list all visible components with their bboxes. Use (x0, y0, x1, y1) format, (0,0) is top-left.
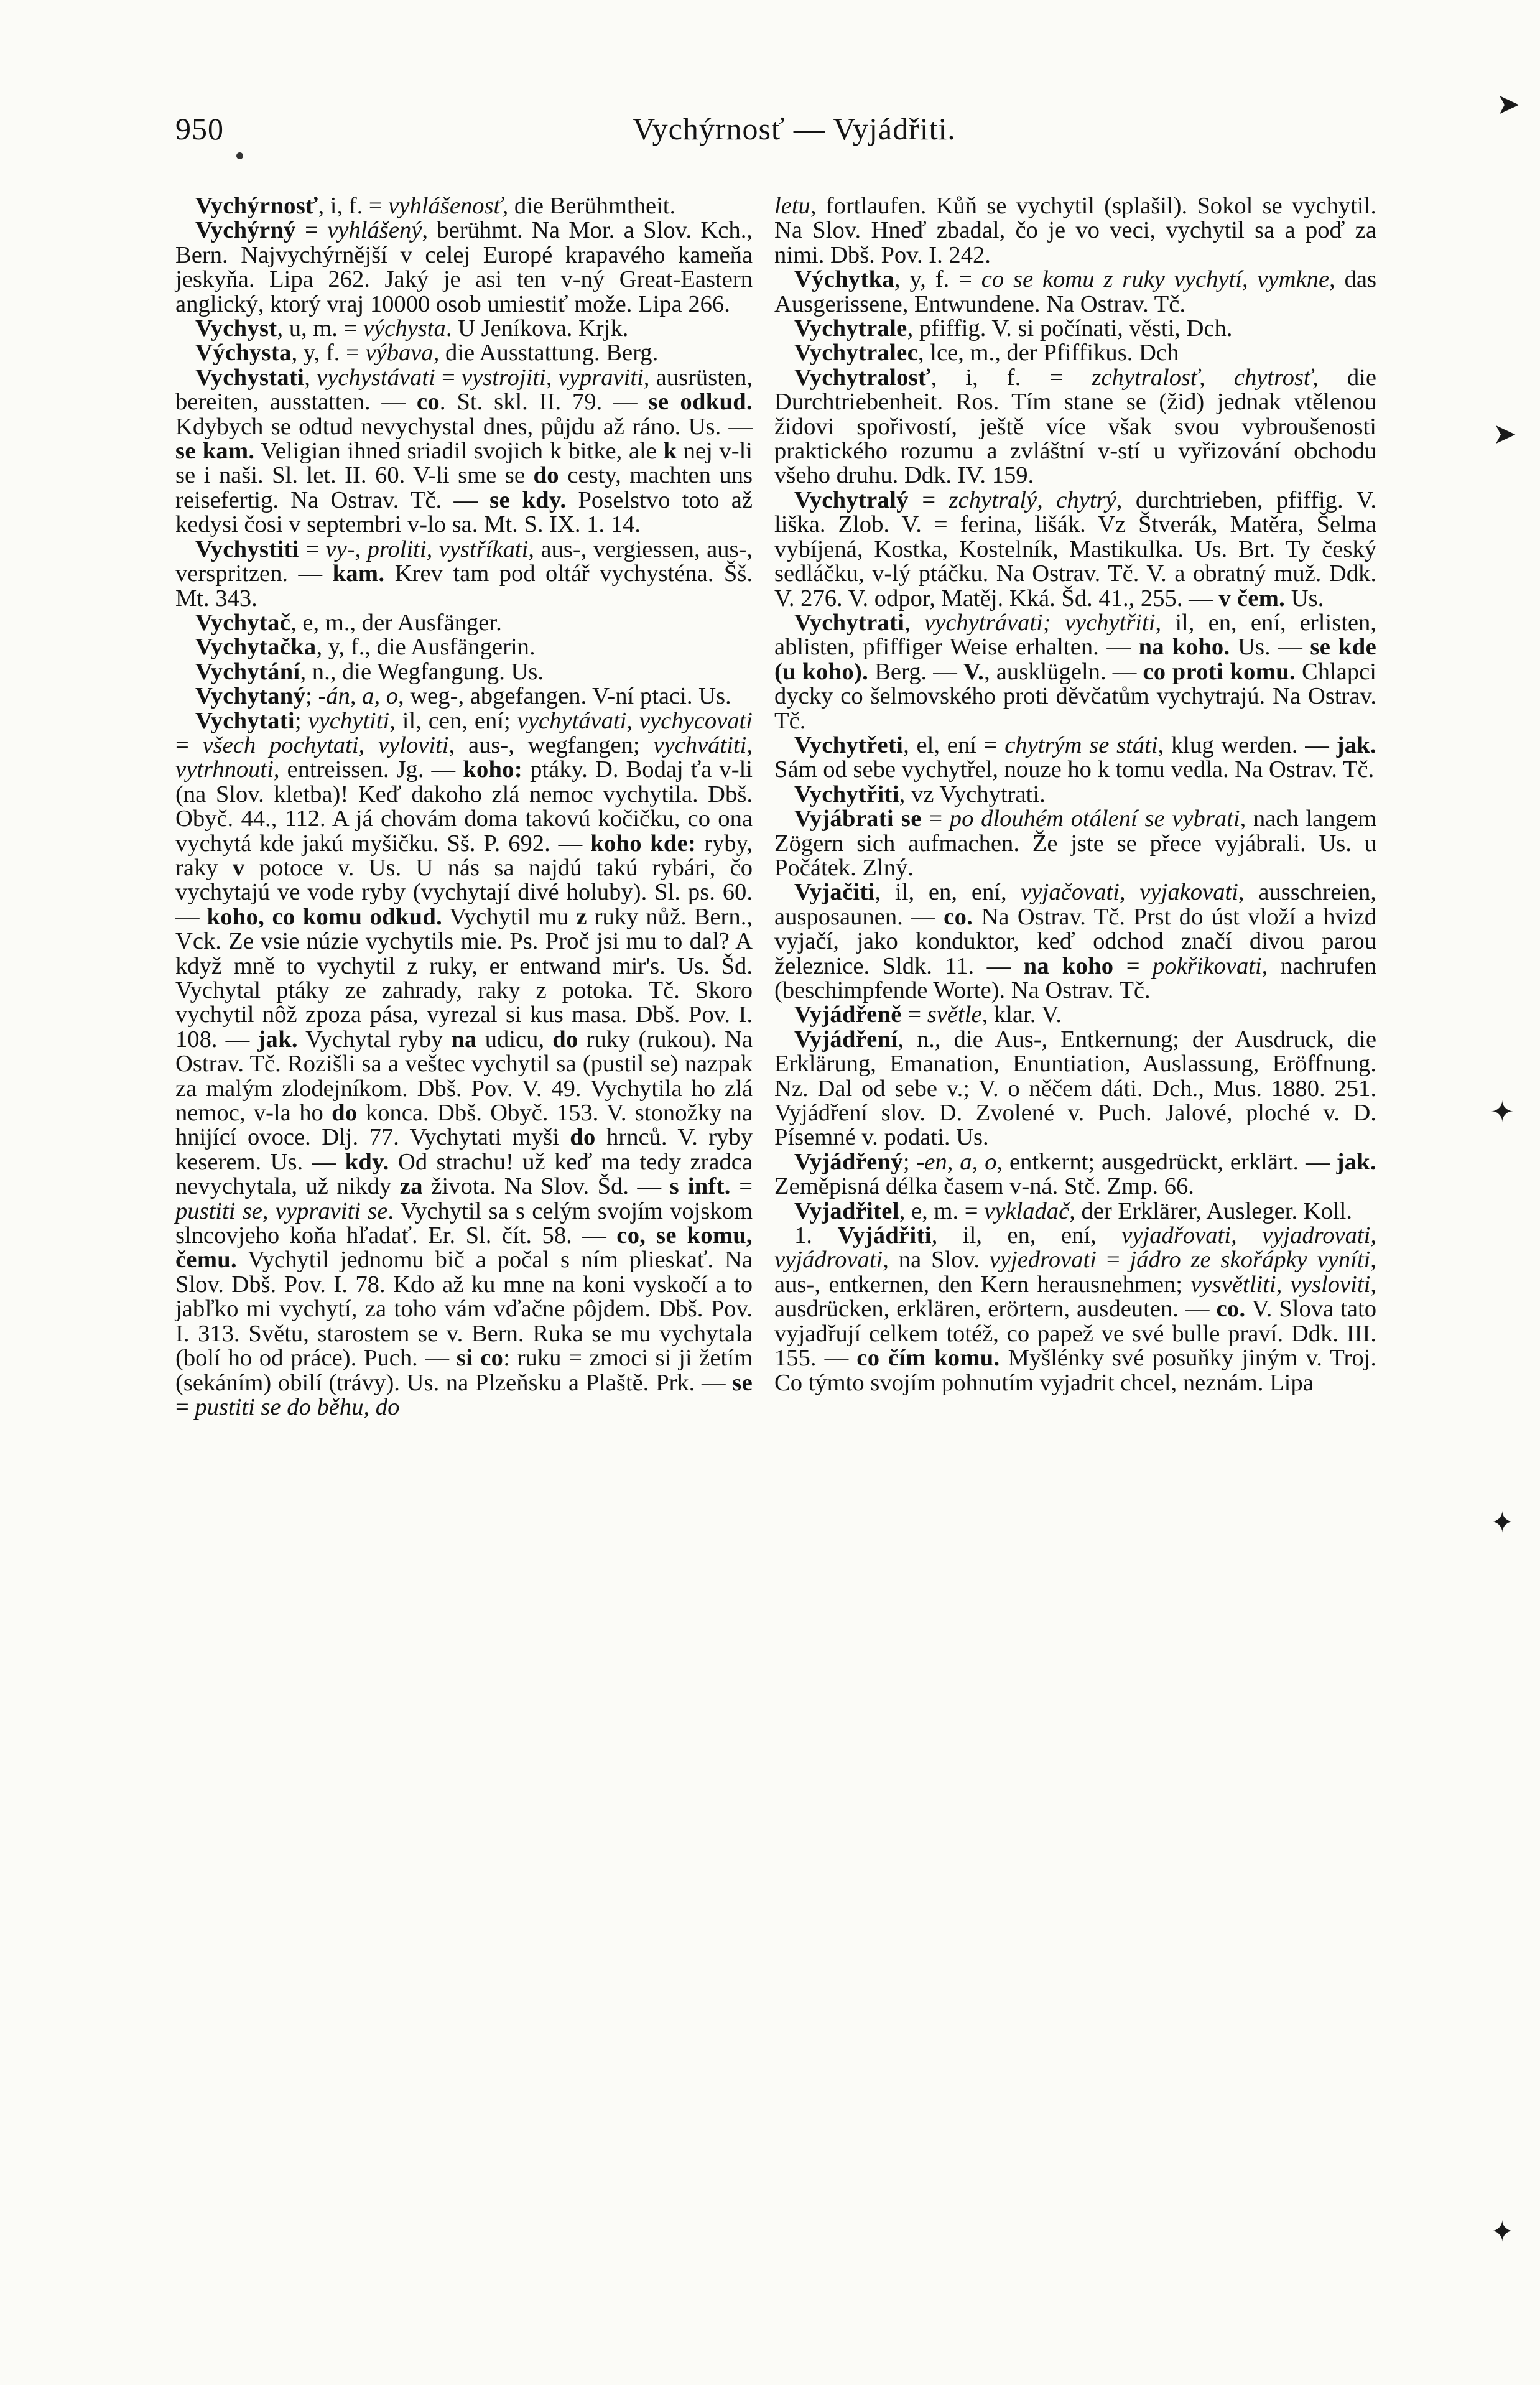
dictionary-entry: Vyjačiti, il, en, ení, vyjačovati, vyjakovati, ausschreien, ausposaunen. — co. Na Ostrav. Tč. Prst do úst vloží a hvizd vyjačí, jako konduktor, keď odchod značí divou parou železnice. Sldk. 11. — na koho = pokřikovati, nachrufen (beschimpfende Worte). Na Ostrav. Tč. (774, 879, 1376, 1003)
dictionary-entry: Vyjábrati se = po dlouhém otálení se vybrati, nach langem Zögern sich aufmachen. Že jste se přece vyjábrali. Us. u Počátek. Zlný. (774, 806, 1377, 881)
dictionary-entry: Vychytačka, y, f., die Ausfängerin. (195, 634, 536, 661)
dictionary-entry: Vyjádřeně = světle, klar. V. (794, 1002, 1062, 1028)
dictionary-entry: letu, fortlaufen. Kůň se vychytil (splašil). Sokol se vychytil. Na Slov. Hneď zbadal, čo je vo veci, vychytil sa a poď za nimi. Dbš. Pov. I. 242. (774, 193, 1376, 268)
dictionary-entry: Vychytaný; -án, a, o, weg-, abgefangen. V-ní ptaci. Us. (195, 683, 731, 710)
dictionary-entry: Vychytralosť, i, f. = zchytralosť, chytrosť, die Durchtriebenheit. Ros. Tím stane se (žid) jednak vtělenou židovi spořivostí, ještě více však svou vybroušenosti praktického rozumu a zvláštní v-stí u vyřizování obchodu všeho druhu. Ddk. IV. 159. (774, 364, 1376, 489)
dictionary-entry: Vychytralý = zchytralý, chytrý, durchtrieben, pfiffig. V. liška. Zlob. V. = ferina, lišák. Vz Štverák, Matěra, Šelma vybíjená, Kostka, Kostelník, Mastikulka. Us. Brt. Ty český sedláčku, v-lý ptáčku. Na Ostrav. Tč. V. a obratný muž. Ddk. V. 276. V. odpor, Matěj. Kká. Šd. 41., 255. — v čem. Us. (774, 486, 1377, 611)
dictionary-entry: Vychytrati, vychytrávati; vychytřiti, il, en, ení, erlisten, ablisten, pfiffiger Weise erhalten. — na koho. Us. — se kde (u koho). Berg. — V., ausklügeln. — co proti komu. Chlapci dycky co šelmovského proti děvčatům vychytrajú. Na Ostrav. Tč. (774, 609, 1376, 734)
dictionary-entry: Vyjádřený; -en, a, o, entkernt; ausgedrückt, erklärt. — jak. Zeměpisná délka časem v-ná. Stč. Zmp. 66. (774, 1148, 1376, 1200)
margin-arrow-icon: ➤ (1496, 87, 1521, 121)
printer-dot (236, 152, 243, 159)
dictionary-entry: Vychýrný = vyhlášený, berühmt. Na Mor. a Slov. Kch., Bern. Najvychýrnější v celej Europé krapavého kameňa jeskyňa. Lipa 262. Jaký je asi ten v-ný Great-Eastern anglický, ktorý vraj 10000 osob umiestiť može. Lipa 266. (175, 217, 753, 317)
right-column (774, 194, 1376, 1395)
dictionary-entry: Vychytralec, lce, m., der Pfiffikus. Dch (794, 340, 1179, 366)
margin-arrow-icon: ➤ (1493, 417, 1517, 450)
dictionary-entry: Vychyst, u, m. = výchysta. U Jeníkova. Krjk. (195, 315, 629, 342)
dictionary-entry: Vychystati, vychystávati = vystrojiti, vypraviti, ausrüsten, bereiten, ausstatten. — co. St. skl. II. 79. — se odkud. Kdybych se odtud nevychystal dnes, půjdu až ráno. Us. — se kam. Veligian ihned sriadil svojich k bitke, ale k nej v-li se i naši. Sl. let. II. 60. V-li sme se do cesty, machten uns reisefertig. Na Ostrav. Tč. — se kdy. Poselstvo toto až kedysi čosi v septembri v-lo sa. Mt. S. IX. 1. 14. (175, 364, 753, 538)
left-column (175, 194, 753, 1420)
dictionary-entry: Vychytání, n., die Wegfangung. Us. (195, 658, 544, 685)
dictionary-entry: 1. Vyjádřiti, il, en, ení, vyjadřovati, vyjadrovati, vyjádrovati, na Slov. vyjedrovati = jádro ze skořápky vyníti, aus-, entkernen, den Kern herausnehmen; vysvětliti, vysloviti, ausdrücken, erklären, erörtern, ausdeuten. — co. V. Slova tato vyjadřují celkem totéž, co papež ve své bulle praví. Ddk. III. 155. — co čím komu. Myšlénky své posuňky jiným v. Troj. Co týmto svojím pohnutím vyjadrit chcel, neznám. Lipa (774, 1222, 1377, 1396)
margin-arrow-icon: ✦ (1490, 1095, 1514, 1128)
dictionary-entry: Vyjadřitel, e, m. = vykladač, der Erklärer, Ausleger. Koll. (794, 1197, 1353, 1224)
page-header (175, 111, 1413, 154)
dictionary-entry: Vychytřeti, el, ení = chytrým se státi, klug werden. — jak. Sám od sebe vychytřel, nouze ho k tomu vedla. Na Ostrav. Tč. (774, 732, 1376, 783)
running-title: Vychýrnosť — Vyjádřiti. (633, 111, 956, 146)
dictionary-entry: Vychytač, e, m., der Ausfänger. (195, 609, 502, 636)
dictionary-entry: Vychytřiti, vz Vychytrati. (794, 781, 1046, 807)
dictionary-entry: Vychýrnosť, i, f. = vyhlášenosť, die Berühmtheit. (195, 193, 676, 219)
page-number: 950 (175, 111, 224, 146)
dictionary-entry: Vychytati; vychytiti, il, cen, ení; vychytávati, vychycovati = všech pochytati, vyloviti, aus-, wegfangen; vychvátiti, vytrhnouti, entreissen. Jg. — koho: ptáky. D. Bodaj ťa v-li (na Slov. kletba)! Keď dakoho zlá nemoc vychytila. Dbš. Obyč. 44., 112. A já chovám doma takovú kočičku, co ona vychytá kde jakú myšičku. Sš. P. 692. — koho kde: ryby, raky v potoce v. Us. U nás sa najdú takú rybári, čo vychytajú ve vode ryby (vychytají divé holuby). Sl. ps. 60. — koho, co komu odkud. Vychytil mu z ruky nůž. Bern., Vck. Ze vsie núzie vychytils mie. Ps. Proč jsi mu to dal? A když mně to vychytil z ruky, er entwand mir's. Us. Šd. Vychytal ptáky ze zahrady, raky z potoka. Tč. Skoro vychytil nôž zpoza pása, vyrezal si kus masa. Dbš. Pov. I. 108. — jak. Vychytal ryby na udicu, do ruky (rukou). Na Ostrav. Tč. Rozišli sa a veštec vychytil sa (pustil se) nazpak za malým zlodejníkom. Dbš. Pov. V. 49. Vychytila ho zlá nemoc, v-la ho do konca. Dbš. Obyč. 153. V. stonožky na hnijící ovoce. Dlj. 77. Vychytati myši do hrnců. V. ryby keserem. Us. — kdy. Od strachu! už keď ma tedy zradca nevychytala, už nikdy za života. Na Slov. Šd. — s inft. = pustiti se, vypraviti se. Vychytil sa s celým svojím vojskom slncovjeho koňa hľadať. Er. Sl. čít. 58. — co, se komu, čemu. Vychytil jednomu bič a počal s ním plieskať. Na Slov. Dbš. Pov. I. 78. Kdo až ku mne na koni vyskočí a to jabľko mi vychytí, za toho vám vďačne pôjdem. Dbš. Pov. I. 313. Světu, starostem se v. Bern. Ruka se mu vychytala (bolí ho od práce). Puch. — si co: ruku = zmoci si ji žetím (sekáním) obilí (trávy). Us. na Plzeňsku a Plaště. Prk. — se = pustiti se do běhu, do (175, 707, 753, 1420)
dictionary-entry: Výchytka, y, f. = co se komu z ruky vychytí, vymkne, das Ausgerissene, Entwundene. Na Ostrav. Tč. (774, 266, 1377, 317)
dictionary-entry: Vyjádření, n., die Aus-, Entkernung; der Ausdruck, die Erklärung, Emanation, Enuntiation, Auslassung, Eröffnung. Nz. Dal od sebe v.; V. o něčem dáti. Dch., Mus. 1880. 251. Vyjádření slov. D. Zvolené v. Puch. Jalové, ploché v. D. Písemné v. podati. Us. (774, 1026, 1376, 1151)
dictionary-entry: Vychytrale, pfiffig. V. si počínati, věsti, Dch. (794, 315, 1233, 342)
margin-arrow-icon: ✦ (1490, 1505, 1514, 1539)
margin-arrow-icon: ✦ (1490, 2215, 1514, 2248)
dictionary-entry: Vychystiti = vy-, proliti, vystříkati, aus-, vergiessen, aus-, verspritzen. — kam. Krev tam pod oltář vychysténa. Šš. Mt. 343. (175, 536, 753, 611)
dictionary-entry: Výchysta, y, f. = výbava, die Ausstattung. Berg. (195, 340, 659, 366)
